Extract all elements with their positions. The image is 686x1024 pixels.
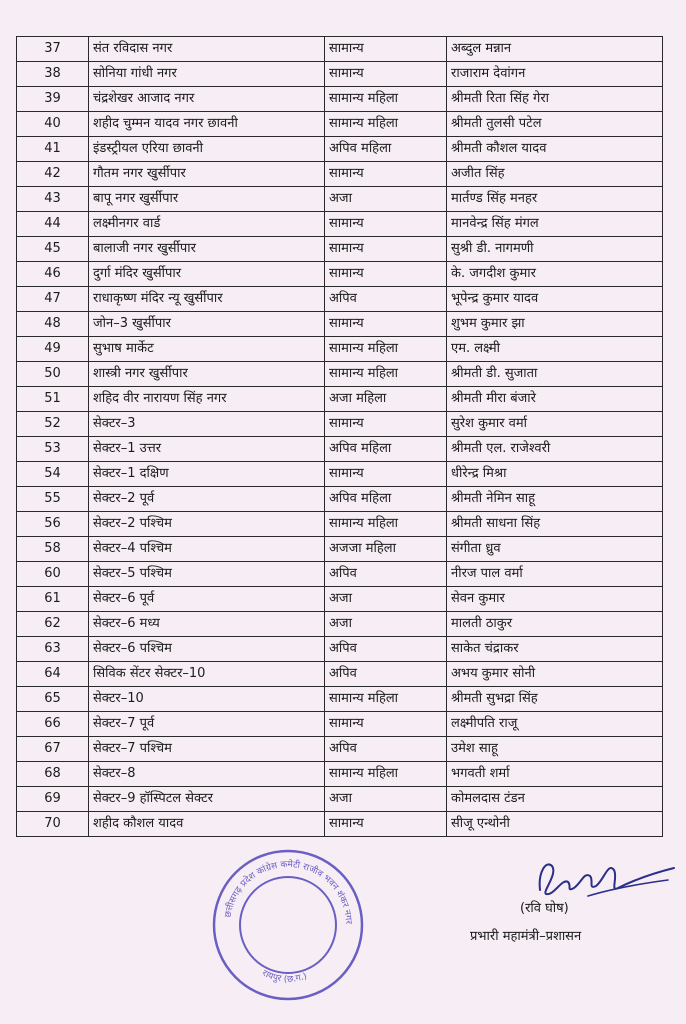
table-row xyxy=(17,712,663,737)
serial-number-cell: 64 xyxy=(17,662,89,687)
category-cell: सामान्य महिला xyxy=(325,112,447,137)
category-cell: सामान्य xyxy=(325,262,447,287)
table-row xyxy=(17,112,663,137)
category-cell: सामान्य xyxy=(325,212,447,237)
table-row xyxy=(17,737,663,762)
candidate-name-cell: के. जगदीश कुमार xyxy=(447,262,663,287)
serial-number-cell: 41 xyxy=(17,137,89,162)
candidate-name-cell: सुश्री डी. नागमणी xyxy=(447,237,663,262)
category-cell: सामान्य महिला xyxy=(325,762,447,787)
category-cell: सामान्य xyxy=(325,712,447,737)
serial-number-cell: 52 xyxy=(17,412,89,437)
ward-reservation-table xyxy=(16,36,663,837)
candidate-name-cell: श्रीमती तुलसी पटेल xyxy=(447,112,663,137)
table-row xyxy=(17,562,663,587)
category-cell: अजजा महिला xyxy=(325,537,447,562)
ward-name-cell: सुभाष मार्केट xyxy=(89,337,325,362)
table-row xyxy=(17,37,663,62)
candidate-name-cell: एम. लक्ष्मी xyxy=(447,337,663,362)
serial-number-cell: 55 xyxy=(17,487,89,512)
candidate-name-cell: शुभम कुमार झा xyxy=(447,312,663,337)
serial-number-cell: 56 xyxy=(17,512,89,537)
candidate-name-cell: धीरेन्द्र मिश्रा xyxy=(447,462,663,487)
candidate-name-cell: मार्तण्ड सिंह मनहर xyxy=(447,187,663,212)
ward-name-cell: सेक्टर–1 दक्षिण xyxy=(89,462,325,487)
ward-name-cell: जोन–3 खुर्सीपार xyxy=(89,312,325,337)
ward-name-cell: सिविक सेंटर सेक्टर–10 xyxy=(89,662,325,687)
candidate-name-cell: लक्ष्मीपति राजू xyxy=(447,712,663,737)
category-cell: अजा xyxy=(325,587,447,612)
candidate-name-cell: उमेश साहू xyxy=(447,737,663,762)
serial-number-cell: 44 xyxy=(17,212,89,237)
table-row xyxy=(17,212,663,237)
category-cell: अपिव xyxy=(325,737,447,762)
candidate-name-cell: श्रीमती डी. सुजाता xyxy=(447,362,663,387)
category-cell: अजा xyxy=(325,187,447,212)
ward-name-cell: सेक्टर–6 मध्य xyxy=(89,612,325,637)
serial-number-cell: 48 xyxy=(17,312,89,337)
table-row xyxy=(17,762,663,787)
table-row xyxy=(17,637,663,662)
ward-name-cell: शास्त्री नगर खुर्सीपार xyxy=(89,362,325,387)
category-cell: अपिव महिला xyxy=(325,437,447,462)
category-cell: सामान्य xyxy=(325,162,447,187)
category-cell: सामान्य महिला xyxy=(325,687,447,712)
serial-number-cell: 62 xyxy=(17,612,89,637)
ward-name-cell: बापू नगर खुर्सीपार xyxy=(89,187,325,212)
serial-number-cell: 70 xyxy=(17,812,89,837)
signatory-designation: प्रभारी महामंत्री–प्रशासन xyxy=(470,929,582,944)
ward-name-cell: दुर्गा मंदिर खुर्सीपार xyxy=(89,262,325,287)
ward-name-cell: इंडस्ट्रीयल एरिया छावनी xyxy=(89,137,325,162)
category-cell: सामान्य महिला xyxy=(325,362,447,387)
category-cell: अपिव xyxy=(325,287,447,312)
category-cell: सामान्य xyxy=(325,62,447,87)
table-body xyxy=(17,37,663,837)
ward-name-cell: सेक्टर–7 पूर्व xyxy=(89,712,325,737)
table-row xyxy=(17,687,663,712)
ward-name-cell: राधाकृष्ण मंदिर न्यू खुर्सीपार xyxy=(89,287,325,312)
serial-number-cell: 43 xyxy=(17,187,89,212)
candidate-name-cell: सीजू एन्थोनी xyxy=(447,812,663,837)
ward-name-cell: सेक्टर–10 xyxy=(89,687,325,712)
category-cell: अजा xyxy=(325,612,447,637)
table-row xyxy=(17,787,663,812)
ward-name-cell: सेक्टर–7 पश्चिम xyxy=(89,737,325,762)
table-row xyxy=(17,162,663,187)
ward-name-cell: सेक्टर–2 पश्चिम xyxy=(89,512,325,537)
candidate-name-cell: सेवन कुमार xyxy=(447,587,663,612)
table-row xyxy=(17,462,663,487)
candidate-name-cell: श्रीमती नेमिन साहू xyxy=(447,487,663,512)
candidate-name-cell: भगवती शर्मा xyxy=(447,762,663,787)
candidate-name-cell: अजीत सिंह xyxy=(447,162,663,187)
signatory-name: (रवि घोष) xyxy=(520,901,569,916)
candidate-name-cell: श्रीमती कौशल यादव xyxy=(447,137,663,162)
category-cell: अपिव xyxy=(325,562,447,587)
serial-number-cell: 49 xyxy=(17,337,89,362)
ward-name-cell: सेक्टर–6 पूर्व xyxy=(89,587,325,612)
candidate-name-cell: श्रीमती एल. राजेश्वरी xyxy=(447,437,663,462)
table-row xyxy=(17,537,663,562)
table-row xyxy=(17,62,663,87)
table-row xyxy=(17,287,663,312)
category-cell: सामान्य xyxy=(325,412,447,437)
serial-number-cell: 69 xyxy=(17,787,89,812)
candidate-name-cell: कोमलदास टंडन xyxy=(447,787,663,812)
candidate-name-cell: राजाराम देवांगन xyxy=(447,62,663,87)
ward-name-cell: शहिद वीर नारायण सिंह नगर xyxy=(89,387,325,412)
ward-name-cell: सेक्टर–9 हॉस्पिटल सेक्टर xyxy=(89,787,325,812)
ward-name-cell: शहीद कौशल यादव xyxy=(89,812,325,837)
serial-number-cell: 40 xyxy=(17,112,89,137)
serial-number-cell: 58 xyxy=(17,537,89,562)
category-cell: अपिव महिला xyxy=(325,487,447,512)
candidate-name-cell: मालती ठाकुर xyxy=(447,612,663,637)
ward-name-cell: सेक्टर–2 पूर्व xyxy=(89,487,325,512)
table-row xyxy=(17,337,663,362)
ward-name-cell: चंद्रशेखर आजाद नगर xyxy=(89,87,325,112)
ward-name-cell: लक्ष्मीनगर वार्ड xyxy=(89,212,325,237)
category-cell: सामान्य xyxy=(325,237,447,262)
serial-number-cell: 67 xyxy=(17,737,89,762)
ward-name-cell: सेक्टर–6 पश्चिम xyxy=(89,637,325,662)
category-cell: अपिव xyxy=(325,637,447,662)
category-cell: सामान्य महिला xyxy=(325,337,447,362)
category-cell: सामान्य xyxy=(325,37,447,62)
table-row xyxy=(17,387,663,412)
table-row xyxy=(17,437,663,462)
candidate-name-cell: श्रीमती साधना सिंह xyxy=(447,512,663,537)
serial-number-cell: 60 xyxy=(17,562,89,587)
serial-number-cell: 68 xyxy=(17,762,89,787)
ward-name-cell: शहीद चुम्मन यादव नगर छावनी xyxy=(89,112,325,137)
table-row xyxy=(17,362,663,387)
serial-number-cell: 66 xyxy=(17,712,89,737)
table-row xyxy=(17,512,663,537)
category-cell: अपिव xyxy=(325,662,447,687)
ward-name-cell: सेक्टर–8 xyxy=(89,762,325,787)
candidate-name-cell: मानवेन्द्र सिंह मंगल xyxy=(447,212,663,237)
table-row xyxy=(17,412,663,437)
candidate-name-cell: श्रीमती रिता सिंह गेरा xyxy=(447,87,663,112)
serial-number-cell: 39 xyxy=(17,87,89,112)
table-row xyxy=(17,812,663,837)
category-cell: सामान्य xyxy=(325,812,447,837)
ward-name-cell: सेक्टर–3 xyxy=(89,412,325,437)
table-row xyxy=(17,237,663,262)
candidate-name-cell: नीरज पाल वर्मा xyxy=(447,562,663,587)
serial-number-cell: 50 xyxy=(17,362,89,387)
category-cell: अजा xyxy=(325,787,447,812)
serial-number-cell: 51 xyxy=(17,387,89,412)
table-row xyxy=(17,262,663,287)
serial-number-cell: 37 xyxy=(17,37,89,62)
serial-number-cell: 46 xyxy=(17,262,89,287)
table-row xyxy=(17,662,663,687)
serial-number-cell: 47 xyxy=(17,287,89,312)
candidate-name-cell: श्रीमती मीरा बंजारे xyxy=(447,387,663,412)
table-row xyxy=(17,87,663,112)
serial-number-cell: 61 xyxy=(17,587,89,612)
category-cell: सामान्य महिला xyxy=(325,512,447,537)
signature-scribble xyxy=(528,852,678,902)
serial-number-cell: 42 xyxy=(17,162,89,187)
table-row xyxy=(17,587,663,612)
ward-name-cell: सेक्टर–5 पश्चिम xyxy=(89,562,325,587)
serial-number-cell: 38 xyxy=(17,62,89,87)
category-cell: सामान्य xyxy=(325,312,447,337)
candidate-name-cell: सुरेश कुमार वर्मा xyxy=(447,412,663,437)
serial-number-cell: 65 xyxy=(17,687,89,712)
stamp-inner-ring xyxy=(240,877,336,973)
table-row xyxy=(17,612,663,637)
serial-number-cell: 45 xyxy=(17,237,89,262)
candidate-name-cell: भूपेन्द्र कुमार यादव xyxy=(447,287,663,312)
category-cell: अपिव महिला xyxy=(325,137,447,162)
ward-name-cell: सेक्टर–1 उत्तर xyxy=(89,437,325,462)
stamp-text: छत्तीसगढ़ प्रदेश कांग्रेस कमेटी राजीव भवन शंकर नगर xyxy=(223,859,354,925)
ward-name-cell: सोनिया गांधी नगर xyxy=(89,62,325,87)
candidate-name-cell: श्रीमती सुभद्रा सिंह xyxy=(447,687,663,712)
ward-name-cell: बालाजी नगर खुर्सीपार xyxy=(89,237,325,262)
office-stamp xyxy=(208,845,368,1005)
ward-name-cell: गौतम नगर खुर्सीपार xyxy=(89,162,325,187)
candidate-name-cell: अभय कुमार सोनी xyxy=(447,662,663,687)
serial-number-cell: 53 xyxy=(17,437,89,462)
table-row xyxy=(17,312,663,337)
category-cell: सामान्य महिला xyxy=(325,87,447,112)
serial-number-cell: 54 xyxy=(17,462,89,487)
stamp-city: रायपुर (छ.ग.) xyxy=(260,968,309,985)
table-row xyxy=(17,187,663,212)
category-cell: सामान्य xyxy=(325,462,447,487)
table-row xyxy=(17,137,663,162)
candidate-name-cell: संगीता ध्रुव xyxy=(447,537,663,562)
ward-name-cell: सेक्टर–4 पश्चिम xyxy=(89,537,325,562)
candidate-name-cell: अब्दुल मन्नान xyxy=(447,37,663,62)
table-row xyxy=(17,487,663,512)
ward-name-cell: संत रविदास नगर xyxy=(89,37,325,62)
category-cell: अजा महिला xyxy=(325,387,447,412)
candidate-name-cell: साकेत चंद्राकर xyxy=(447,637,663,662)
serial-number-cell: 63 xyxy=(17,637,89,662)
